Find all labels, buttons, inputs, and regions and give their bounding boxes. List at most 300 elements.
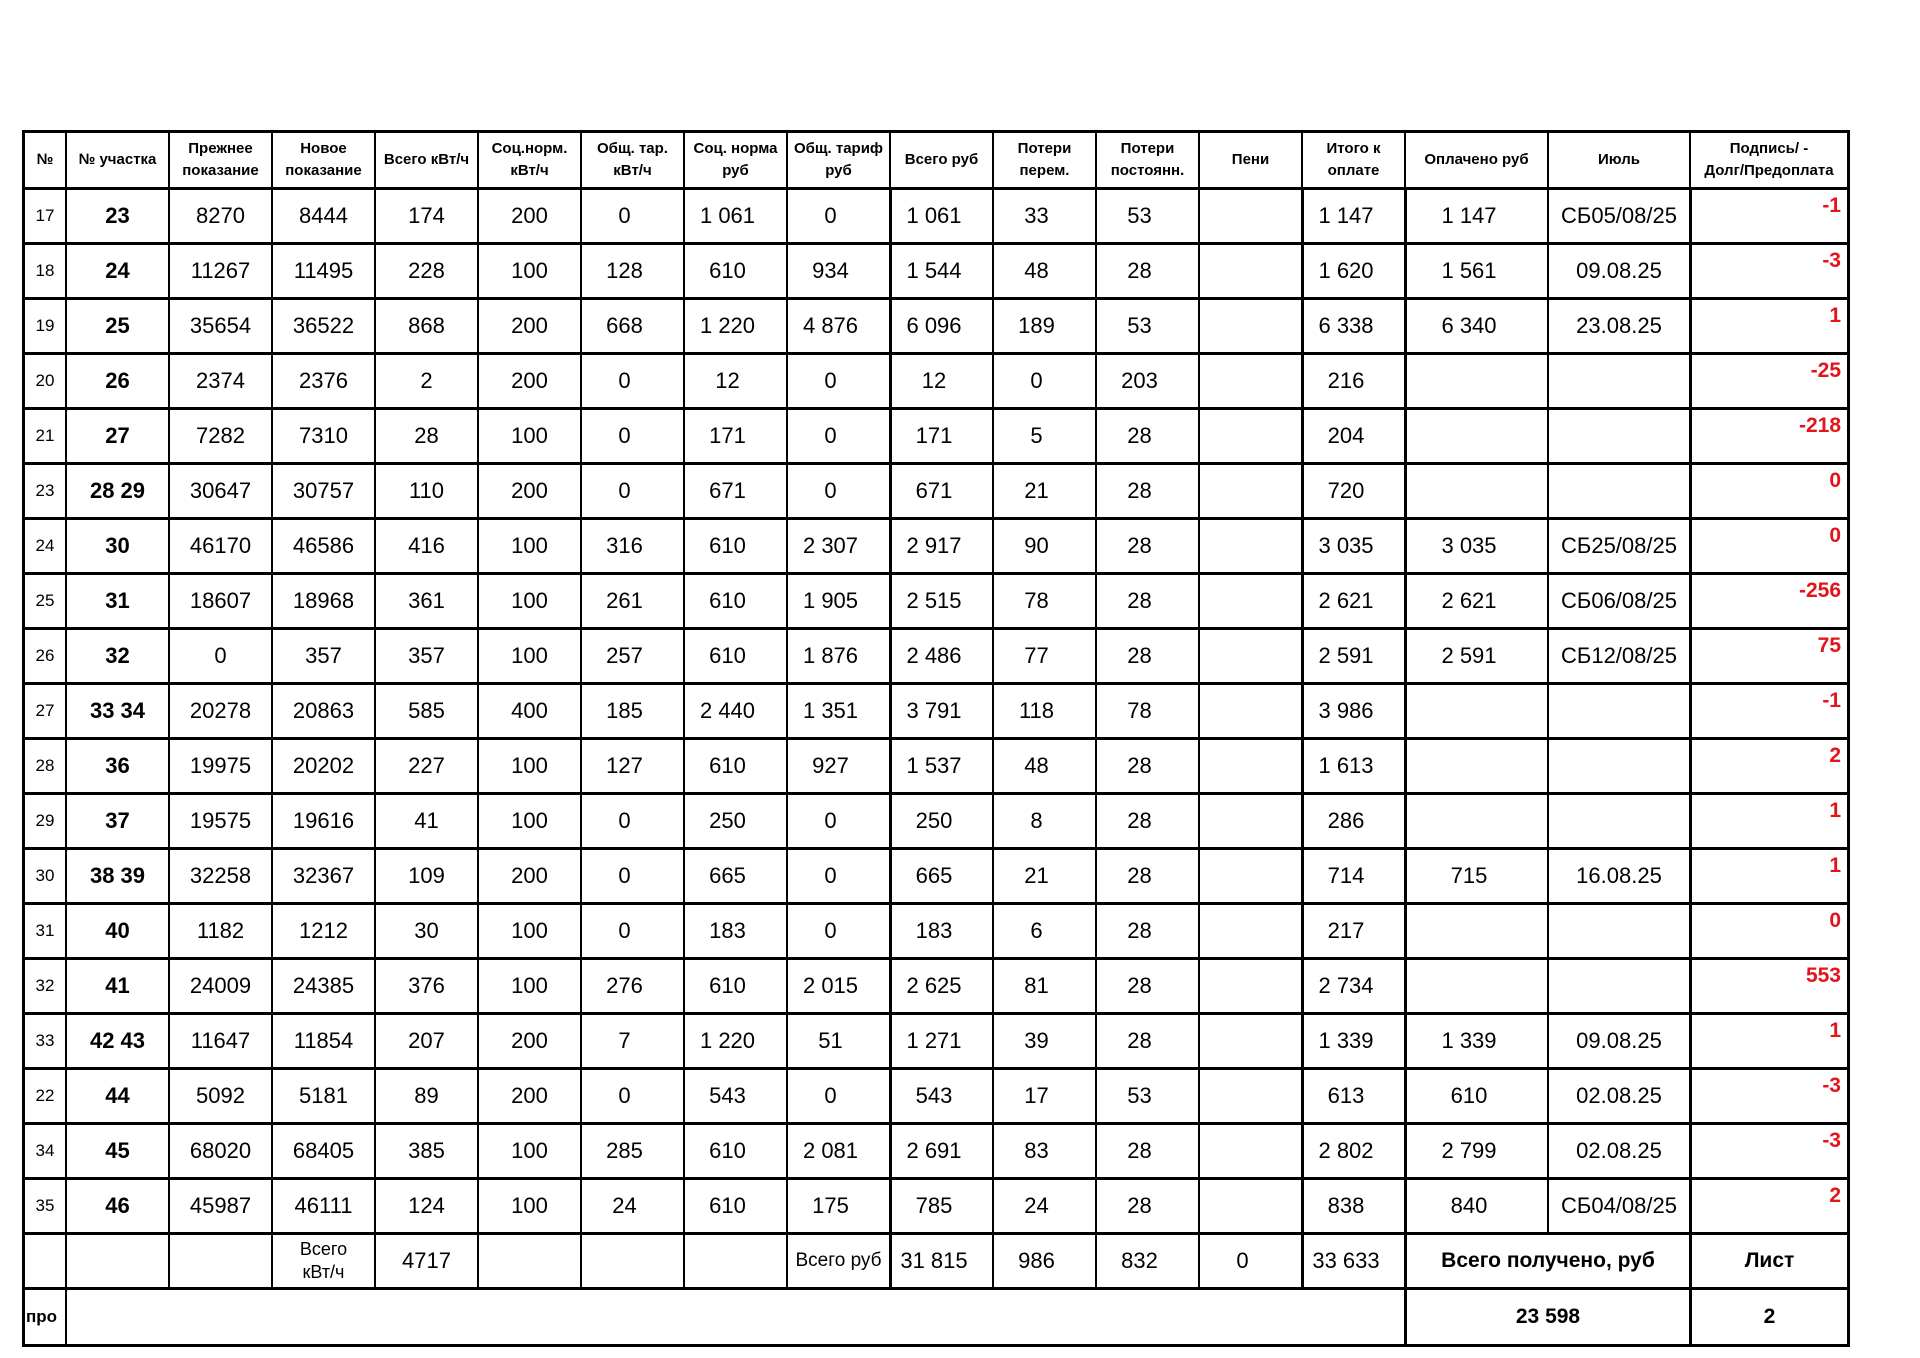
header-common-tariff-rub: Общ. тариф руб: [788, 133, 889, 187]
cell-total-rub: 1 537: [891, 740, 992, 792]
header-social-norm-rub: Соц. норма руб: [685, 133, 786, 187]
empty-cell: [582, 1235, 683, 1287]
cell-common-tariff-kwh: 285: [582, 1125, 683, 1177]
cell-total-to-pay: 720: [1303, 465, 1404, 517]
cell-penalty: [1200, 1125, 1301, 1177]
cell-row-number: 21: [25, 410, 65, 462]
cell-paid-rub: 1 147: [1406, 190, 1547, 242]
cell-balance: 75: [1691, 630, 1847, 682]
cell-balance: -25: [1691, 355, 1847, 407]
cell-common-tariff-rub: 0: [788, 795, 889, 847]
cell-common-tariff-kwh: 0: [582, 465, 683, 517]
cell-balance: -3: [1691, 245, 1847, 297]
total-penalty: 0: [1200, 1235, 1301, 1287]
empty-cell: [170, 1235, 271, 1287]
cell-losses-constant: 53: [1097, 190, 1198, 242]
cell-total-to-pay: 1 613: [1303, 740, 1404, 792]
cell-total-to-pay: 1 339: [1303, 1015, 1404, 1067]
cell-previous-reading: 5092: [170, 1070, 271, 1122]
cell-plot-number: 45: [67, 1125, 168, 1177]
cell-row-number: 32: [25, 960, 65, 1012]
cell-common-tariff-rub: 0: [788, 410, 889, 462]
cell-july-payment: [1549, 465, 1689, 517]
cell-previous-reading: 0: [170, 630, 271, 682]
cell-total-to-pay: 3 035: [1303, 520, 1404, 572]
cell-total-kwh: 110: [376, 465, 477, 517]
cell-paid-rub: [1406, 410, 1547, 462]
received-total-label: Всего получено, руб: [1406, 1235, 1689, 1287]
cell-row-number: 20: [25, 355, 65, 407]
cell-losses-variable: 6: [994, 905, 1095, 957]
cell-balance: 1: [1691, 795, 1847, 847]
cell-total-rub: 171: [891, 410, 992, 462]
cell-total-to-pay: 2 591: [1303, 630, 1404, 682]
cell-plot-number: 30: [67, 520, 168, 572]
cell-social-norm-kwh: 100: [479, 740, 580, 792]
cell-total-kwh: 207: [376, 1015, 477, 1067]
cell-total-rub: 2 917: [891, 520, 992, 572]
cell-paid-rub: [1406, 465, 1547, 517]
cell-losses-variable: 90: [994, 520, 1095, 572]
cell-new-reading: 19616: [273, 795, 374, 847]
cell-new-reading: 7310: [273, 410, 374, 462]
cell-plot-number: 25: [67, 300, 168, 352]
cell-total-kwh: 868: [376, 300, 477, 352]
cell-previous-reading: 1182: [170, 905, 271, 957]
header-row-number: №: [25, 133, 65, 187]
cell-common-tariff-kwh: 0: [582, 905, 683, 957]
cell-social-norm-rub: 610: [685, 1180, 786, 1232]
cell-social-norm-rub: 610: [685, 245, 786, 297]
cell-total-kwh: 228: [376, 245, 477, 297]
cell-losses-variable: 5: [994, 410, 1095, 462]
cell-common-tariff-kwh: 0: [582, 190, 683, 242]
cell-common-tariff-kwh: 668: [582, 300, 683, 352]
cell-common-tariff-rub: 1 905: [788, 575, 889, 627]
cell-common-tariff-kwh: 0: [582, 850, 683, 902]
header-paid-rub: Оплачено руб: [1406, 133, 1547, 187]
cell-paid-rub: 715: [1406, 850, 1547, 902]
cell-new-reading: 36522: [273, 300, 374, 352]
cell-common-tariff-kwh: 128: [582, 245, 683, 297]
cell-common-tariff-rub: 2 015: [788, 960, 889, 1012]
cell-common-tariff-rub: 0: [788, 355, 889, 407]
cell-total-to-pay: 714: [1303, 850, 1404, 902]
cell-penalty: [1200, 740, 1301, 792]
cell-social-norm-rub: 1 220: [685, 1015, 786, 1067]
cell-total-to-pay: 286: [1303, 795, 1404, 847]
cell-penalty: [1200, 520, 1301, 572]
cell-july-payment: [1549, 740, 1689, 792]
header-losses-constant: Потери постоянн.: [1097, 133, 1198, 187]
cell-row-number: 19: [25, 300, 65, 352]
cell-penalty: [1200, 245, 1301, 297]
cell-previous-reading: 11647: [170, 1015, 271, 1067]
total-to-pay: 33 633: [1303, 1235, 1404, 1287]
cell-total-rub: 6 096: [891, 300, 992, 352]
cell-common-tariff-kwh: 257: [582, 630, 683, 682]
cell-common-tariff-rub: 0: [788, 905, 889, 957]
cell-july-payment: [1549, 355, 1689, 407]
header-july: Июль: [1549, 133, 1689, 187]
cell-social-norm-rub: 610: [685, 1125, 786, 1177]
cell-common-tariff-rub: 2 307: [788, 520, 889, 572]
cell-total-kwh: 89: [376, 1070, 477, 1122]
cell-plot-number: 44: [67, 1070, 168, 1122]
header-total-kwh: Всего кВт/ч: [376, 133, 477, 187]
cell-new-reading: 46111: [273, 1180, 374, 1232]
cell-july-payment: 09.08.25: [1549, 1015, 1689, 1067]
cell-new-reading: 24385: [273, 960, 374, 1012]
cell-losses-variable: 81: [994, 960, 1095, 1012]
cell-total-rub: 671: [891, 465, 992, 517]
cell-paid-rub: [1406, 960, 1547, 1012]
cell-social-norm-kwh: 200: [479, 355, 580, 407]
cell-losses-constant: 28: [1097, 1015, 1198, 1067]
cell-plot-number: 41: [67, 960, 168, 1012]
cell-total-kwh: 385: [376, 1125, 477, 1177]
cell-balance: -1: [1691, 685, 1847, 737]
cell-new-reading: 8444: [273, 190, 374, 242]
cell-july-payment: [1549, 960, 1689, 1012]
cell-common-tariff-kwh: 0: [582, 410, 683, 462]
header-common-tariff-kwh: Общ. тар. кВт/ч: [582, 133, 683, 187]
cell-balance: 553: [1691, 960, 1847, 1012]
cell-balance: 1: [1691, 1015, 1847, 1067]
cell-total-to-pay: 1 147: [1303, 190, 1404, 242]
cell-row-number: 24: [25, 520, 65, 572]
cell-social-norm-rub: 250: [685, 795, 786, 847]
cell-penalty: [1200, 300, 1301, 352]
cell-new-reading: 357: [273, 630, 374, 682]
cell-balance: 2: [1691, 1180, 1847, 1232]
cell-plot-number: 36: [67, 740, 168, 792]
cell-previous-reading: 11267: [170, 245, 271, 297]
header-total-rub: Всего руб: [891, 133, 992, 187]
cell-row-number: 22: [25, 1070, 65, 1122]
electricity-billing-table: [22, 130, 1850, 1347]
cell-new-reading: 18968: [273, 575, 374, 627]
cell-july-payment: СБ25/08/25: [1549, 520, 1689, 572]
cell-social-norm-rub: 1 061: [685, 190, 786, 242]
cell-total-to-pay: 204: [1303, 410, 1404, 462]
cell-social-norm-rub: 610: [685, 740, 786, 792]
footer-prefix: про: [25, 1290, 65, 1344]
cell-penalty: [1200, 410, 1301, 462]
cell-balance: -256: [1691, 575, 1847, 627]
cell-losses-variable: 83: [994, 1125, 1095, 1177]
cell-social-norm-kwh: 200: [479, 1015, 580, 1067]
cell-penalty: [1200, 850, 1301, 902]
cell-total-rub: 2 486: [891, 630, 992, 682]
cell-plot-number: 38 39: [67, 850, 168, 902]
cell-penalty: [1200, 1070, 1301, 1122]
cell-plot-number: 37: [67, 795, 168, 847]
cell-july-payment: [1549, 685, 1689, 737]
cell-common-tariff-kwh: 316: [582, 520, 683, 572]
cell-july-payment: [1549, 410, 1689, 462]
cell-july-payment: [1549, 905, 1689, 957]
cell-total-to-pay: 216: [1303, 355, 1404, 407]
cell-penalty: [1200, 1180, 1301, 1232]
header-signature-balance: Подпись/ - Долг/Предоплата: [1691, 133, 1847, 187]
cell-row-number: 30: [25, 850, 65, 902]
cell-previous-reading: 35654: [170, 300, 271, 352]
cell-common-tariff-rub: 0: [788, 1070, 889, 1122]
cell-paid-rub: 1 561: [1406, 245, 1547, 297]
cell-total-kwh: 30: [376, 905, 477, 957]
header-plot-number: № участка: [67, 133, 168, 187]
cell-losses-constant: 28: [1097, 1180, 1198, 1232]
cell-july-payment: [1549, 795, 1689, 847]
sheet-label: Лист: [1691, 1235, 1847, 1287]
cell-social-norm-kwh: 100: [479, 795, 580, 847]
cell-total-to-pay: 613: [1303, 1070, 1404, 1122]
cell-balance: -1: [1691, 190, 1847, 242]
cell-new-reading: 5181: [273, 1070, 374, 1122]
cell-balance: -218: [1691, 410, 1847, 462]
cell-social-norm-rub: 543: [685, 1070, 786, 1122]
cell-total-kwh: 585: [376, 685, 477, 737]
cell-row-number: 33: [25, 1015, 65, 1067]
cell-losses-constant: 28: [1097, 520, 1198, 572]
cell-previous-reading: 19975: [170, 740, 271, 792]
cell-losses-constant: 203: [1097, 355, 1198, 407]
cell-social-norm-kwh: 100: [479, 575, 580, 627]
empty-cell: [685, 1235, 786, 1287]
cell-total-rub: 3 791: [891, 685, 992, 737]
empty-cell: [479, 1235, 580, 1287]
cell-common-tariff-kwh: 127: [582, 740, 683, 792]
cell-social-norm-kwh: 200: [479, 465, 580, 517]
cell-total-kwh: 2: [376, 355, 477, 407]
cell-penalty: [1200, 190, 1301, 242]
cell-total-kwh: 376: [376, 960, 477, 1012]
cell-plot-number: 33 34: [67, 685, 168, 737]
cell-common-tariff-kwh: 0: [582, 355, 683, 407]
cell-losses-constant: 28: [1097, 575, 1198, 627]
cell-plot-number: 31: [67, 575, 168, 627]
cell-social-norm-kwh: 100: [479, 1125, 580, 1177]
cell-social-norm-kwh: 100: [479, 520, 580, 572]
cell-new-reading: 2376: [273, 355, 374, 407]
header-penalty: Пени: [1200, 133, 1301, 187]
cell-total-rub: 785: [891, 1180, 992, 1232]
header-previous-reading: Прежнее показание: [170, 133, 271, 187]
cell-losses-variable: 48: [994, 740, 1095, 792]
cell-common-tariff-rub: 1 876: [788, 630, 889, 682]
total-rub-label: Всего руб: [788, 1235, 889, 1287]
cell-previous-reading: 20278: [170, 685, 271, 737]
cell-social-norm-kwh: 200: [479, 190, 580, 242]
cell-common-tariff-rub: 0: [788, 190, 889, 242]
cell-social-norm-rub: 183: [685, 905, 786, 957]
cell-losses-variable: 21: [994, 850, 1095, 902]
cell-common-tariff-rub: 0: [788, 850, 889, 902]
cell-common-tariff-rub: 0: [788, 465, 889, 517]
cell-previous-reading: 24009: [170, 960, 271, 1012]
cell-total-rub: 1 061: [891, 190, 992, 242]
cell-july-payment: СБ12/08/25: [1549, 630, 1689, 682]
cell-penalty: [1200, 685, 1301, 737]
cell-july-payment: 02.08.25: [1549, 1070, 1689, 1122]
cell-paid-rub: 610: [1406, 1070, 1547, 1122]
cell-social-norm-kwh: 100: [479, 410, 580, 462]
cell-balance: 2: [1691, 740, 1847, 792]
cell-paid-rub: [1406, 795, 1547, 847]
cell-losses-variable: 24: [994, 1180, 1095, 1232]
total-losses-constant: 832: [1097, 1235, 1198, 1287]
cell-total-kwh: 361: [376, 575, 477, 627]
cell-common-tariff-kwh: 0: [582, 1070, 683, 1122]
cell-penalty: [1200, 795, 1301, 847]
cell-balance: 0: [1691, 520, 1847, 572]
cell-paid-rub: 2 621: [1406, 575, 1547, 627]
cell-july-payment: 09.08.25: [1549, 245, 1689, 297]
cell-total-to-pay: 2 734: [1303, 960, 1404, 1012]
cell-social-norm-rub: 665: [685, 850, 786, 902]
cell-social-norm-rub: 610: [685, 960, 786, 1012]
cell-balance: 0: [1691, 905, 1847, 957]
cell-losses-constant: 28: [1097, 850, 1198, 902]
cell-penalty: [1200, 1015, 1301, 1067]
cell-common-tariff-rub: 1 351: [788, 685, 889, 737]
cell-social-norm-rub: 671: [685, 465, 786, 517]
footer-empty-merged: [67, 1290, 1404, 1344]
cell-total-to-pay: 6 338: [1303, 300, 1404, 352]
cell-total-rub: 543: [891, 1070, 992, 1122]
cell-losses-variable: 0: [994, 355, 1095, 407]
cell-plot-number: 23: [67, 190, 168, 242]
total-losses-variable: 986: [994, 1235, 1095, 1287]
cell-total-rub: 2 691: [891, 1125, 992, 1177]
cell-paid-rub: [1406, 685, 1547, 737]
cell-balance: -3: [1691, 1070, 1847, 1122]
cell-previous-reading: 8270: [170, 190, 271, 242]
cell-losses-constant: 28: [1097, 960, 1198, 1012]
cell-total-rub: 665: [891, 850, 992, 902]
cell-common-tariff-kwh: 0: [582, 795, 683, 847]
cell-new-reading: 32367: [273, 850, 374, 902]
cell-row-number: 26: [25, 630, 65, 682]
cell-social-norm-rub: 1 220: [685, 300, 786, 352]
cell-paid-rub: 6 340: [1406, 300, 1547, 352]
header-social-norm-kwh: Соц.норм. кВт/ч: [479, 133, 580, 187]
cell-new-reading: 1212: [273, 905, 374, 957]
cell-losses-variable: 118: [994, 685, 1095, 737]
cell-social-norm-rub: 171: [685, 410, 786, 462]
sheet-number: 2: [1691, 1290, 1847, 1344]
cell-balance: 1: [1691, 300, 1847, 352]
header-new-reading: Новое показание: [273, 133, 374, 187]
cell-social-norm-rub: 12: [685, 355, 786, 407]
cell-losses-variable: 8: [994, 795, 1095, 847]
cell-losses-constant: 28: [1097, 740, 1198, 792]
received-total-value: 23 598: [1406, 1290, 1689, 1344]
cell-social-norm-kwh: 200: [479, 1070, 580, 1122]
cell-social-norm-kwh: 100: [479, 1180, 580, 1232]
cell-plot-number: 46: [67, 1180, 168, 1232]
cell-july-payment: 23.08.25: [1549, 300, 1689, 352]
cell-penalty: [1200, 465, 1301, 517]
cell-total-rub: 2 625: [891, 960, 992, 1012]
cell-penalty: [1200, 630, 1301, 682]
cell-new-reading: 46586: [273, 520, 374, 572]
cell-penalty: [1200, 355, 1301, 407]
cell-common-tariff-kwh: 276: [582, 960, 683, 1012]
cell-common-tariff-rub: 927: [788, 740, 889, 792]
cell-paid-rub: 840: [1406, 1180, 1547, 1232]
cell-balance: -3: [1691, 1125, 1847, 1177]
cell-plot-number: 40: [67, 905, 168, 957]
cell-losses-constant: 53: [1097, 1070, 1198, 1122]
cell-losses-constant: 28: [1097, 795, 1198, 847]
total-kwh-value: 4717: [376, 1235, 477, 1287]
cell-losses-constant: 78: [1097, 685, 1198, 737]
cell-balance: 0: [1691, 465, 1847, 517]
cell-previous-reading: 2374: [170, 355, 271, 407]
cell-total-kwh: 41: [376, 795, 477, 847]
cell-total-to-pay: 2 802: [1303, 1125, 1404, 1177]
cell-row-number: 29: [25, 795, 65, 847]
cell-total-rub: 1 544: [891, 245, 992, 297]
cell-total-to-pay: 2 621: [1303, 575, 1404, 627]
cell-social-norm-kwh: 100: [479, 905, 580, 957]
cell-social-norm-kwh: 400: [479, 685, 580, 737]
cell-total-kwh: 109: [376, 850, 477, 902]
cell-previous-reading: 30647: [170, 465, 271, 517]
cell-plot-number: 24: [67, 245, 168, 297]
cell-row-number: 34: [25, 1125, 65, 1177]
cell-paid-rub: 1 339: [1406, 1015, 1547, 1067]
cell-previous-reading: 32258: [170, 850, 271, 902]
cell-losses-constant: 28: [1097, 245, 1198, 297]
cell-total-kwh: 124: [376, 1180, 477, 1232]
cell-previous-reading: 68020: [170, 1125, 271, 1177]
header-total-to-pay: Итого к оплате: [1303, 133, 1404, 187]
cell-paid-rub: 2 799: [1406, 1125, 1547, 1177]
cell-losses-variable: 77: [994, 630, 1095, 682]
cell-social-norm-rub: 610: [685, 575, 786, 627]
cell-common-tariff-rub: 934: [788, 245, 889, 297]
total-rub-value: 31 815: [891, 1235, 992, 1287]
cell-social-norm-kwh: 100: [479, 630, 580, 682]
cell-previous-reading: 46170: [170, 520, 271, 572]
cell-common-tariff-kwh: 185: [582, 685, 683, 737]
cell-plot-number: 42 43: [67, 1015, 168, 1067]
cell-penalty: [1200, 960, 1301, 1012]
cell-losses-constant: 28: [1097, 465, 1198, 517]
cell-total-to-pay: 838: [1303, 1180, 1404, 1232]
cell-july-payment: 16.08.25: [1549, 850, 1689, 902]
cell-total-kwh: 227: [376, 740, 477, 792]
cell-social-norm-kwh: 200: [479, 850, 580, 902]
cell-row-number: 18: [25, 245, 65, 297]
cell-plot-number: 32: [67, 630, 168, 682]
cell-losses-variable: 17: [994, 1070, 1095, 1122]
cell-common-tariff-kwh: 7: [582, 1015, 683, 1067]
cell-new-reading: 68405: [273, 1125, 374, 1177]
total-kwh-label: Всего кВт/ч: [273, 1235, 374, 1287]
cell-row-number: 17: [25, 190, 65, 242]
cell-social-norm-rub: 610: [685, 630, 786, 682]
cell-paid-rub: 2 591: [1406, 630, 1547, 682]
cell-social-norm-kwh: 100: [479, 245, 580, 297]
cell-paid-rub: [1406, 355, 1547, 407]
cell-total-kwh: 28: [376, 410, 477, 462]
cell-july-payment: СБ04/08/25: [1549, 1180, 1689, 1232]
cell-social-norm-rub: 610: [685, 520, 786, 572]
